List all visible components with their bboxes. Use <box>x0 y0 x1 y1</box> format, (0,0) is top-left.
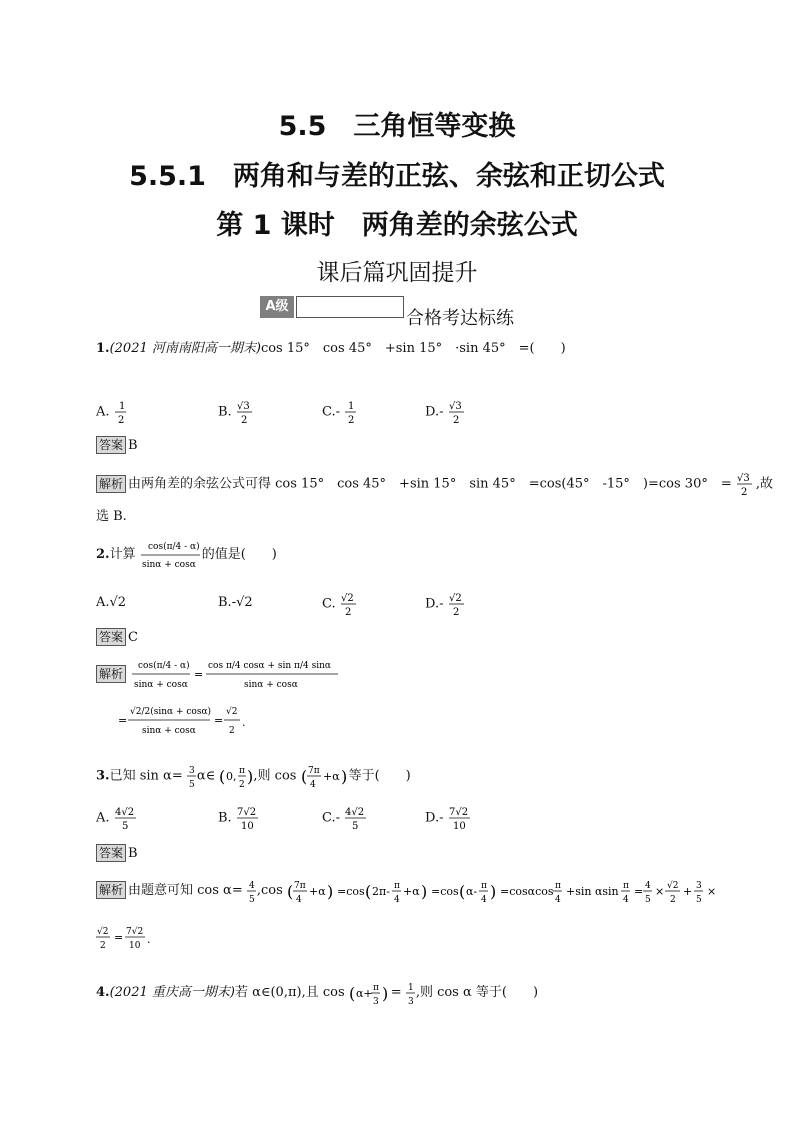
q3-option-b: B. 7√2 10 <box>218 807 256 832</box>
svg-text:2: 2 <box>669 894 676 905</box>
q2-option-b: B.-√2 <box>218 595 253 610</box>
svg-text:4: 4 <box>295 894 302 905</box>
svg-text:): ) <box>420 881 428 901</box>
svg-text:π: π <box>372 982 379 993</box>
svg-text:π: π <box>480 880 487 891</box>
svg-text:.: . <box>147 932 151 946</box>
q1-answer: 答案 B <box>96 436 138 455</box>
level-badge: A级 <box>260 296 294 318</box>
svg-text:=: = <box>118 714 128 727</box>
svg-text:5: 5 <box>121 821 129 832</box>
svg-text:2: 2 <box>452 607 459 618</box>
svg-text:7π: 7π <box>293 880 306 891</box>
svg-text:=cosαcos: =cosαcos <box>499 884 554 898</box>
svg-text:3: 3 <box>372 996 379 1007</box>
q2-analysis-line2 <box>118 700 248 741</box>
svg-text:): ) <box>381 983 389 1003</box>
svg-text:0,: 0, <box>226 770 237 783</box>
svg-text:): ) <box>489 881 497 901</box>
q2-option-d: D.- √2 2 <box>425 593 462 618</box>
svg-text:sinα + cosα: sinα + cosα <box>141 559 196 570</box>
svg-text:+: + <box>682 884 693 898</box>
svg-text:π: π <box>622 880 629 891</box>
question-4: 4.(2021 重庆高一期末)若 α∈(0,π),且 cos ( α+ π 3 ) = 1 3 ,则 cos α 等于( ) <box>96 982 539 1007</box>
svg-text:2: 2 <box>239 780 246 790</box>
svg-text:2: 2 <box>344 607 352 618</box>
svg-text:=cos: =cos <box>336 884 365 898</box>
question-2: 2.计算 cos(π/4 - α) sinα + cosα 的值是( ) <box>96 541 277 570</box>
q3-option-a: A. 4√2 5 <box>96 807 134 832</box>
svg-text:2: 2 <box>117 415 125 426</box>
svg-text:(: ( <box>458 881 466 901</box>
level-blank-box <box>296 296 404 318</box>
svg-text:): ) <box>326 881 334 901</box>
svg-text:10: 10 <box>452 821 466 832</box>
svg-text:4: 4 <box>644 880 651 891</box>
svg-text:√2: √2 <box>340 593 354 604</box>
svg-text:(: ( <box>348 983 356 1003</box>
svg-text:√2: √2 <box>226 707 238 717</box>
svg-text:π: π <box>393 880 400 891</box>
svg-text:.: . <box>242 716 246 729</box>
question-3: 3.已知 sin α= 3 5 α∈ ( 0, π 2 ) ,则 cos ( 7π 4 +α ) 等于( ) <box>96 766 411 790</box>
svg-text:sinα + cosα: sinα + cosα <box>142 726 196 736</box>
svg-text:2: 2 <box>100 940 106 951</box>
svg-text:4√2: 4√2 <box>114 807 134 818</box>
q1-option-c: C.- 1 2 <box>322 401 355 426</box>
svg-text:+α: +α <box>402 884 420 898</box>
svg-text:√2: √2 <box>666 880 679 891</box>
svg-text:5: 5 <box>644 894 651 905</box>
q2-analysis: 解析 cos(π/4 - α) sinα + cosα = cos π/4 cosα + sin π/4 sinα sinα + cosα <box>96 654 338 695</box>
q1-analysis-line2: 选 B. <box>96 509 127 524</box>
svg-text:+α: +α <box>308 884 326 898</box>
q3-option-d: D.- 7√2 10 <box>425 807 468 832</box>
svg-text:√2: √2 <box>97 926 109 937</box>
q3-analysis: 解析 由题意可知 cos α= 4 5 ,cos ( 7π 4 +α ) =cos ( 2π- π 4 +α ) =cos ( α- π 4 ) =cosαcos π 4 +sin αsin π 4 = 4 5 × √2 2 + 3 5 × <box>96 874 727 908</box>
svg-text:2: 2 <box>348 415 355 426</box>
svg-text:10: 10 <box>240 821 254 832</box>
svg-text:α+: α+ <box>355 986 373 1000</box>
svg-text:1: 1 <box>348 401 355 412</box>
svg-text:+sin αsin: +sin αsin <box>565 884 619 898</box>
svg-text:5: 5 <box>188 780 195 790</box>
svg-text:α-: α- <box>465 884 478 898</box>
svg-text:sinα + cosα: sinα + cosα <box>244 680 298 690</box>
svg-text:7√2: 7√2 <box>448 807 468 818</box>
svg-text:(: ( <box>364 881 372 901</box>
svg-text:7π: 7π <box>307 766 320 776</box>
svg-text:√2: √2 <box>448 593 462 604</box>
svg-text:7√2: 7√2 <box>236 807 256 818</box>
svg-text:cos(π/4 - α): cos(π/4 - α) <box>147 541 200 552</box>
q2-option-a: A.√2 <box>96 595 127 610</box>
svg-text:10: 10 <box>129 940 141 951</box>
q2-answer: 答案 C <box>96 628 138 647</box>
svg-text:=: = <box>633 884 644 898</box>
svg-text:3: 3 <box>407 996 414 1007</box>
q1-option-b: B. √3 2 <box>218 401 250 426</box>
svg-text:1: 1 <box>407 982 414 993</box>
level-label: 合格考达标练 <box>406 308 514 329</box>
lesson-title: 第 1 课时 两角差的余弦公式 <box>216 210 578 241</box>
svg-text:4: 4 <box>622 894 629 905</box>
svg-text:): ) <box>247 767 254 786</box>
svg-text:1: 1 <box>118 401 126 412</box>
svg-text:4: 4 <box>554 894 561 905</box>
svg-text:5: 5 <box>352 821 359 832</box>
q3-option-c: C.- 4√2 5 <box>322 807 365 832</box>
svg-text:π: π <box>239 766 246 776</box>
svg-text:4: 4 <box>309 780 316 790</box>
svg-text:3: 3 <box>695 880 702 891</box>
svg-text:4: 4 <box>393 894 400 905</box>
q2-option-c: C. √2 2 <box>322 593 354 618</box>
svg-text:×: × <box>654 884 665 898</box>
svg-text:3: 3 <box>188 766 195 776</box>
svg-text:2: 2 <box>229 726 235 736</box>
q1-option-a: A. 1 2 <box>96 401 126 426</box>
q3-answer: 答案 B <box>96 844 138 863</box>
svg-text:4: 4 <box>480 894 487 905</box>
svg-text:=: = <box>214 714 224 727</box>
q1-option-d: D.- √3 2 <box>425 401 462 426</box>
svg-text:7√2: 7√2 <box>126 926 144 937</box>
svg-text:5: 5 <box>695 894 702 905</box>
svg-text:2: 2 <box>240 415 248 426</box>
svg-text:(: ( <box>300 767 307 786</box>
svg-text:+α: +α <box>322 770 340 783</box>
svg-text:√3: √3 <box>236 401 250 412</box>
svg-text:=: = <box>194 668 204 681</box>
svg-text:√2/2(sinα + cosα): √2/2(sinα + cosα) <box>130 707 212 717</box>
svg-text:×: × <box>706 884 717 898</box>
svg-text:2: 2 <box>740 487 748 498</box>
svg-text:√3: √3 <box>448 401 462 412</box>
question-1: 1.(2021 河南南阳高一期末)cos 15° cos 45° +sin 15° ·sin 45° =( ) <box>96 341 566 356</box>
svg-text:sinα + cosα: sinα + cosα <box>134 680 188 690</box>
svg-text:=: = <box>114 930 124 944</box>
practice-heading: 课后篇巩固提升 <box>316 260 478 286</box>
svg-text:): ) <box>340 767 347 786</box>
section-title: 5.5.1 两角和与差的正弦、余弦和正切公式 <box>129 161 665 192</box>
q3-analysis-line2 <box>96 920 166 954</box>
svg-text:(: ( <box>219 767 226 786</box>
svg-text:√3: √3 <box>736 473 750 484</box>
svg-text:4: 4 <box>248 880 255 891</box>
svg-text:cos π/4 cosα + sin π/4 sinα: cos π/4 cosα + sin π/4 sinα <box>208 661 332 671</box>
svg-text:4√2: 4√2 <box>345 807 365 818</box>
svg-text:=cos: =cos <box>430 884 459 898</box>
svg-text:5: 5 <box>248 894 255 905</box>
chapter-title: 5.5 三角恒等变换 <box>278 111 516 142</box>
svg-text:(: ( <box>286 881 294 901</box>
svg-text:2: 2 <box>452 415 459 426</box>
svg-text:cos(π/4 - α): cos(π/4 - α) <box>138 661 190 671</box>
svg-text:2π-: 2π- <box>371 884 390 898</box>
svg-text:π: π <box>554 880 561 891</box>
q1-analysis: 解析 由两角差的余弦公式可得 cos 15° cos 45° +sin 15° sin 45° =cos(45° -15° )=cos 30° = √3 2 ,故 <box>96 470 773 498</box>
